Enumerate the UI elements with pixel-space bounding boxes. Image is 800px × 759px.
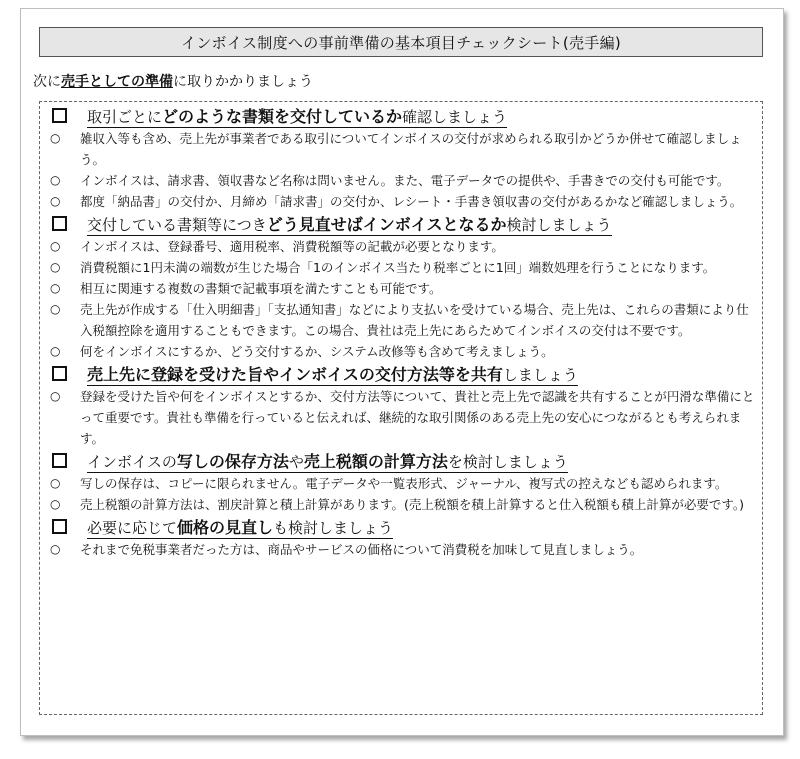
bullet-icon: ○ (50, 476, 61, 490)
bullet-icon: ○ (50, 131, 61, 145)
checklist-content (39, 101, 763, 715)
checkbox-1[interactable] (52, 108, 67, 123)
list-item (50, 386, 758, 449)
heading-4-part-d: 売上税額の計算方法 (303, 452, 448, 471)
heading-text-4 (87, 452, 568, 473)
heading-4-part-a: インボイスの (87, 453, 177, 471)
item-text: それまで免税事業者だった方は、商品やサービスの価格について消費税を加味して見直しましょう。 (80, 542, 643, 557)
heading-5-part-a: 必要に応じて (87, 519, 178, 537)
item-text: 雑収入等も含め、売上先が事業者である取引についてインボイスの交付が求められる取引かどうか併せて確認しましょう。 (80, 131, 742, 167)
item-text: インボイスは、登録番号、適用税率、消費税額等の記載が必要となります。 (80, 239, 504, 254)
heading-4-part-c: や (288, 453, 304, 471)
subtitle (33, 71, 313, 91)
checkbox-5[interactable] (52, 519, 67, 534)
bullet-icon: ○ (50, 173, 61, 187)
heading-text-2 (87, 215, 612, 236)
subtitle-emphasis: 売手としての準備 (61, 74, 173, 90)
list-item (50, 494, 758, 515)
sheet-title (39, 27, 763, 57)
checkbox-2[interactable] (52, 216, 67, 231)
item-text: 都度「納品書」の交付か、月締め「請求書」の交付か、レシート・手書き領収書の交付があるかなど確認しましょう。 (80, 194, 743, 209)
section-heading-1 (50, 104, 758, 128)
list-item (50, 128, 758, 170)
item-text: 写しの保存は、コピーに限られません。電子データや一覧表形式、ジャーナル、複写式の控えなども認められます。 (80, 476, 728, 491)
heading-4-part-b: 写しの保存方法 (176, 452, 289, 471)
bullet-icon: ○ (50, 302, 61, 316)
bullet-icon: ○ (50, 194, 61, 208)
item-text: 何をインボイスにするか、どう交付するか、システム改修等も含めて考えましょう。 (80, 344, 554, 359)
heading-3-part-b: 売上先に登録を受けた旨やインボイスの交付方法等を共有 (87, 365, 503, 384)
heading-text-3 (87, 365, 578, 386)
section-heading-3 (50, 362, 758, 386)
title-text: インボイス制度への事前準備の基本項目チェックシート(売手編) (180, 33, 622, 52)
item-text: インボイスは、請求書、領収書など名称は問いません。また、電子データでの提供や、手書きでの交付も可能です。 (80, 173, 730, 188)
item-text: 売上税額の計算方法は、割戻計算と積上計算があります。(売上税額を積上計算すると仕入税額も積上計算が必要です。) (80, 497, 745, 512)
list-item (50, 191, 758, 212)
heading-1-part-a: 取引ごとに (87, 108, 163, 126)
heading-3-part-c: しましょう (502, 366, 578, 384)
heading-2-part-a: 交付している書類等につき (87, 216, 267, 234)
list-item (50, 299, 758, 341)
section-heading-5 (50, 515, 758, 539)
heading-1-part-b: どのような書類を交付しているか (162, 107, 403, 126)
bullet-icon: ○ (50, 497, 61, 511)
subtitle-pre: 次に (33, 74, 61, 90)
checklist-sheet (20, 8, 784, 736)
checkbox-3[interactable] (52, 366, 67, 381)
bullet-icon: ○ (50, 344, 61, 358)
item-text: 相互に関連する複数の書類で記載事項を満たすことも可能です。 (80, 281, 442, 296)
list-item (50, 236, 758, 257)
checkbox-4[interactable] (52, 453, 67, 468)
heading-1-part-c: 確認しましょう (402, 108, 508, 126)
item-text: 登録を受けた旨や何をインボイスとするか、交付方法等について、貴社と売上先で認識を共有することが円滑な準備にとって重要です。貴社も準備を行っていると伝えれば、継続的な取引関係のある売上先の安心につながるとも考えられます。 (80, 389, 755, 446)
bullet-icon: ○ (50, 389, 61, 403)
section-heading-4 (50, 449, 758, 473)
bullet-icon: ○ (50, 281, 61, 295)
heading-2-part-b: どう見直せばインボイスとなるか (266, 215, 507, 234)
bullet-icon: ○ (50, 239, 61, 253)
list-item (50, 278, 758, 299)
bullet-icon: ○ (50, 542, 61, 556)
heading-text-5 (87, 518, 393, 539)
item-text: 売上先が作成する「仕入明細書」「支払通知書」などにより支払いを受けている場合、売上先は、これらの書類により仕入税額控除を適用することもできます。この場合、貴社は売上先にあらためてインボイスの交付は不要です。 (80, 302, 749, 338)
item-text: 消費税額に1円未満の端数が生じた場合「1のインボイス当たり税率ごとに1回」端数処理を行うことになります。 (80, 260, 716, 275)
bullet-icon: ○ (50, 260, 61, 274)
heading-text-1 (87, 107, 507, 128)
heading-5-part-c: も検討しましょう (273, 519, 394, 537)
section-heading-2 (50, 212, 758, 236)
subtitle-post: に取りかかりましょう (173, 74, 313, 90)
list-item (50, 257, 758, 278)
list-item (50, 539, 758, 560)
list-item (50, 473, 758, 494)
list-item (50, 341, 758, 362)
heading-2-part-c: 検討しましょう (506, 216, 612, 234)
list-item (50, 170, 758, 191)
heading-5-part-b: 価格の見直し (177, 518, 274, 537)
heading-4-part-e: を検討しましょう (447, 453, 568, 471)
